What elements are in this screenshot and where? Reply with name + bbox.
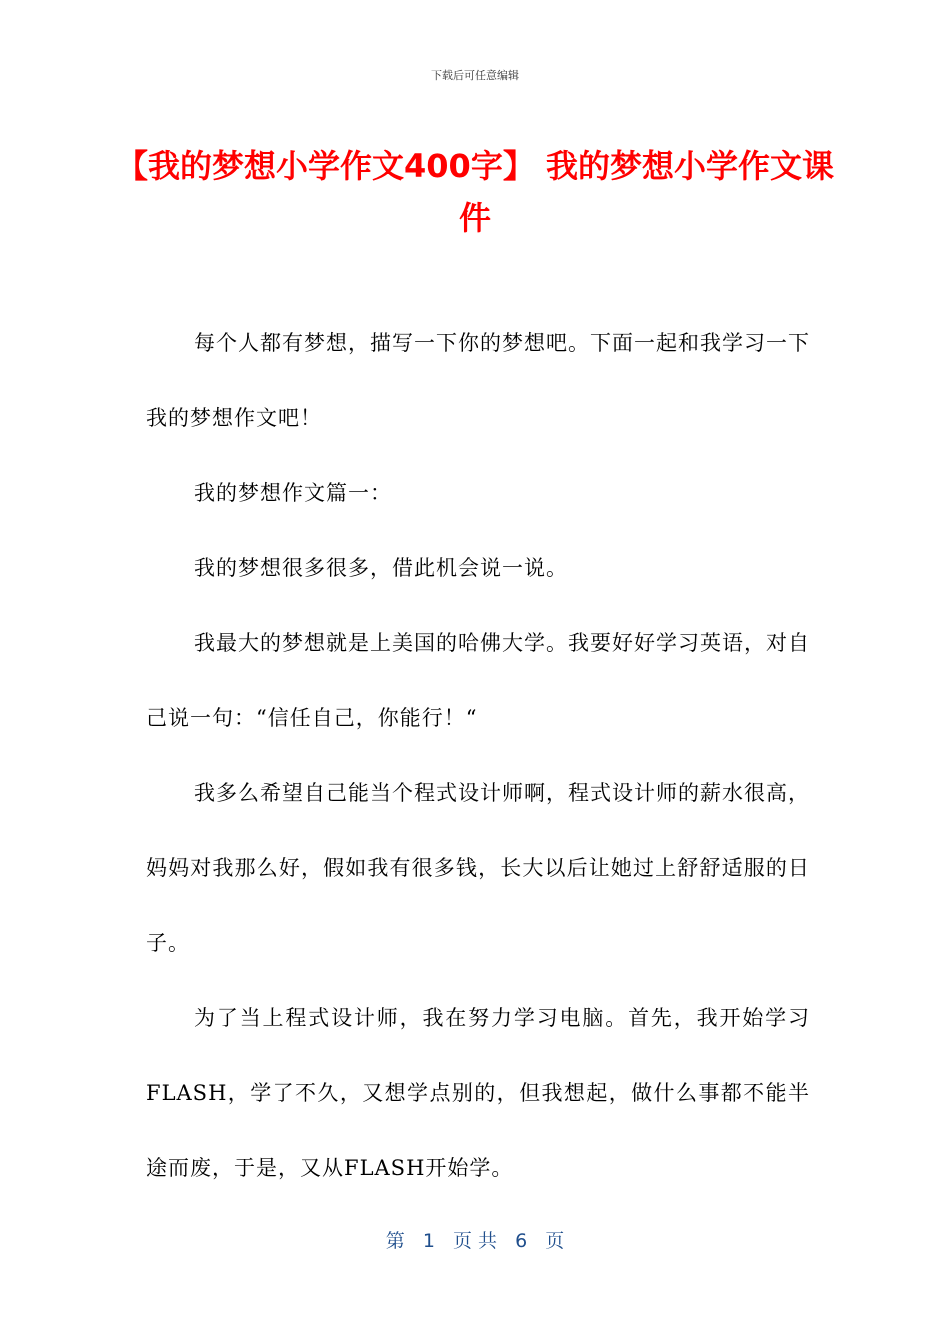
paragraph: 每个人都有梦想，描写一下你的梦想吧。下面一起和我学习一下我的梦想作文吧！ (146, 331, 810, 430)
footer-page-label: 第 (385, 1230, 405, 1252)
footer-total-pages: 6 (515, 1230, 528, 1252)
footer-page-number: 1 (422, 1230, 435, 1252)
paragraph: 我的梦想作文篇一： (194, 481, 392, 505)
footer-page-suffix: 页 (545, 1230, 565, 1252)
paragraph: 为了当上程式设计师，我在努力学习电脑。首先，我开始学习FLASH，学了不久，又想学点别的，但我想起，做什么事都不能半途而废，于是，又从FLASH开始学。 (146, 1006, 810, 1180)
page-footer (0, 1226, 950, 1253)
paragraph: 我多么希望自己能当个程式设计师啊，程式设计师的薪水很高，妈妈对我那么好，假如我有很多钱，长大以后让她过上舒舒适服的日子。 (146, 781, 810, 955)
footer-page-of-label: 页 共 (452, 1230, 498, 1252)
header-note: 下载后可任意编辑 (431, 69, 519, 82)
paragraph: 我最大的梦想就是上美国的哈佛大学。我要好好学习英语，对自己说一句：“信任自己，你能行！“ (146, 631, 810, 730)
document-title: 【我的梦想小学作文400字】 我的梦想小学作文课件 (116, 147, 834, 237)
document-body (146, 306, 810, 1206)
paragraph: 我的梦想很多很多，借此机会说一说。 (194, 556, 568, 580)
